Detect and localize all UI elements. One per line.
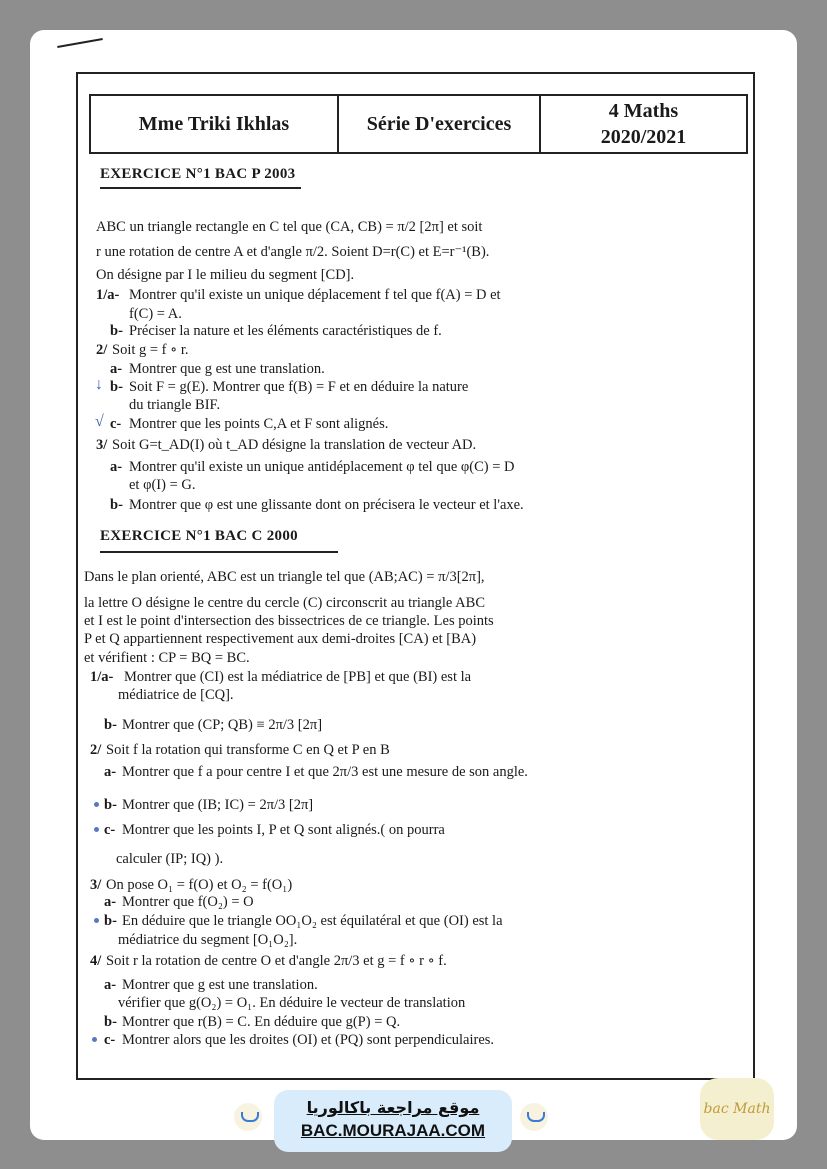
- ex1-line: ABC un triangle rectangle en C tel que (CA, CB) = π/2 [2π] et soit: [96, 219, 483, 235]
- ex2-label: b-: [104, 717, 117, 733]
- level-year: [541, 96, 746, 152]
- ex2-line: Montrer que (CI) est la médiatrice de [PB] et que (BI) est la: [124, 669, 472, 685]
- ex2-line: médiatrice de [CQ].: [118, 687, 234, 703]
- book-logo-icon: [520, 1103, 548, 1131]
- ex1-line: Montrer que les points C,A et F sont alignés.: [129, 416, 389, 432]
- ex1-line: Soit g = f ∘ r.: [112, 342, 189, 358]
- site-banner[interactable]: [274, 1090, 512, 1152]
- ex2-line: Montrer que (IB; IC) = 2π/3 [2π]: [122, 797, 314, 813]
- ex2-line: Montrer que les points I, P et Q sont alignés.( on pourra: [122, 822, 445, 838]
- ex2-line: Montrer que r(B) = C. En déduire que g(P) = Q.: [122, 1014, 401, 1030]
- ex1-label: b-: [110, 323, 123, 339]
- header-table: [89, 94, 748, 154]
- ex2-line: Montrer que (CP; QB) ≡ 2π/3 [2π]: [122, 717, 323, 733]
- ex1-line: du triangle BIF.: [129, 397, 221, 413]
- ex1-line: r une rotation de centre A et d'angle π/2. Soient D=r(C) et E=r⁻¹(B).: [96, 244, 490, 260]
- check-mark-icon: ↓: [95, 376, 103, 393]
- ex2-label: 4/: [90, 953, 102, 969]
- site-url[interactable]: BAC.MOURAJAA.COM: [300, 1121, 486, 1140]
- ex1-label: a-: [110, 361, 123, 377]
- bac-math-badge: bac Math: [700, 1078, 774, 1140]
- level: 4 Maths: [608, 100, 679, 122]
- ex1-line: f(C) = A.: [129, 306, 182, 322]
- ex2-label: 1/a-: [90, 669, 114, 685]
- ex1-label: 3/: [96, 437, 108, 453]
- ex2-label: a-: [104, 764, 117, 780]
- bullet-mark: [94, 918, 99, 923]
- ex2-line: En déduire que le triangle OO₁O₂ est équilatéral et que (OI) est la: [122, 913, 503, 929]
- ex1-line: et φ(I) = G.: [129, 477, 196, 493]
- year: 2020/2021: [600, 126, 687, 148]
- ex1-label: 2/: [96, 342, 108, 358]
- ex1-line: Montrer qu'il existe un unique déplacement f tel que f(A) = D et: [129, 287, 501, 303]
- ex2-line: Soit r la rotation de centre O et d'angle 2π/3 et g = f ∘ r ∘ f.: [106, 953, 447, 969]
- ex2-label: 3/: [90, 877, 102, 893]
- ex1-line: On désigne par I le milieu du segment [CD].: [96, 267, 355, 283]
- ex2-line: vérifier que g(O₂) = O₁. En déduire le vecteur de translation: [118, 995, 466, 1011]
- ex1-line: Soit F = g(E). Montrer que f(B) = F et en déduire la nature: [129, 379, 469, 395]
- ex2-label: c-: [104, 1032, 116, 1048]
- ex1-label: c-: [110, 416, 122, 432]
- ex2-line: et vérifient : CP = BQ = BC.: [84, 650, 250, 666]
- ex1-line: Montrer que g est une translation.: [129, 361, 325, 377]
- ex2-line: P et Q appartiennent respectivement aux demi-droites [CA) et [BA): [84, 631, 477, 647]
- ex2-label: a-: [104, 977, 117, 993]
- ex2-line: la lettre O désigne le centre du cercle (C) circonscrit au triangle ABC: [84, 595, 486, 611]
- site-name-arabic: موقع مراجعة باكالوريا: [306, 1098, 480, 1117]
- ex2-label: a-: [104, 894, 117, 910]
- series-title: Série D'exercices: [339, 96, 541, 152]
- bullet-mark: [94, 827, 99, 832]
- exercise-1-title: EXERCICE N°1 BAC P 2003: [100, 166, 301, 189]
- check-mark-icon: √: [95, 413, 104, 430]
- ex2-label: c-: [104, 822, 116, 838]
- ex2-label: b-: [104, 1014, 117, 1030]
- ex1-label: b-: [110, 497, 123, 513]
- ex2-line: calculer (IP; IQ) ).: [116, 851, 224, 867]
- ex2-label: b-: [104, 797, 117, 813]
- ex2-line: Montrer que f a pour centre I et que 2π/3 est une mesure de son angle.: [122, 764, 528, 780]
- ex2-line: Dans le plan orienté, ABC est un triangle tel que (AB;AC) = π/3[2π],: [84, 569, 485, 585]
- ex2-line: Montrer que g est une translation.: [122, 977, 318, 993]
- ex1-line: Montrer que φ est une glissante dont on précisera le vecteur et l'axe.: [129, 497, 524, 513]
- ex2-line: On pose O₁ = f(O) et O₂ = f(O₁): [106, 877, 293, 893]
- ex1-line: Montrer qu'il existe un unique antidéplacement φ tel que φ(C) = D: [129, 459, 515, 475]
- exercise-2-title: EXERCICE N°1 BAC C 2000: [100, 528, 338, 553]
- ex1-label: 1/a-: [96, 287, 120, 303]
- ex2-line: et I est le point d'intersection des bissectrices de ce triangle. Les points: [84, 613, 494, 629]
- ex1-line: Soit G=t_AD(I) où t_AD désigne la translation de vecteur AD.: [112, 437, 477, 453]
- ex2-label: 2/: [90, 742, 102, 758]
- bullet-mark: [92, 1037, 97, 1042]
- bullet-mark: [94, 802, 99, 807]
- ex2-line: médiatrice du segment [O₁O₂].: [118, 932, 298, 948]
- ex2-line: Soit f la rotation qui transforme C en Q et P en B: [106, 742, 390, 758]
- teacher-name: Mme Triki Ikhlas: [91, 96, 339, 152]
- ex1-label: a-: [110, 459, 123, 475]
- ex2-label: b-: [104, 913, 117, 929]
- ex2-line: Montrer que f(O₂) = O: [122, 894, 254, 910]
- ex1-line: Préciser la nature et les éléments caractéristiques de f.: [129, 323, 442, 339]
- ex1-label: b-: [110, 379, 123, 395]
- ex2-line: Montrer alors que les droites (OI) et (PQ) sont perpendiculaires.: [122, 1032, 495, 1048]
- book-logo-icon: [234, 1103, 262, 1131]
